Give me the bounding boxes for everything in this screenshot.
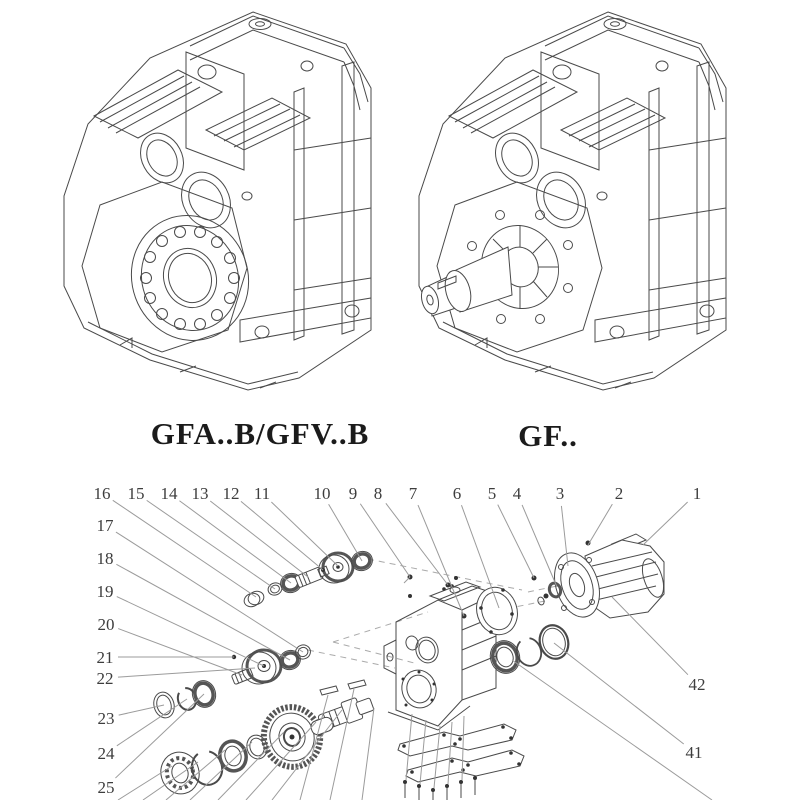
leader-line — [386, 503, 448, 585]
callout-number: 16 — [93, 484, 111, 503]
motor-drawing — [537, 534, 668, 623]
callout-number: 21 — [96, 648, 114, 667]
callout-number: 23 — [97, 709, 115, 728]
callout-number: 3 — [555, 484, 565, 503]
output-shaft — [419, 247, 512, 316]
callout-number: 12 — [222, 484, 240, 503]
intermediate-shaft-parts — [231, 643, 312, 685]
callout-number: 6 — [452, 484, 462, 503]
callout-number: 24 — [97, 744, 115, 763]
leader-line — [643, 502, 688, 545]
leader-line — [588, 504, 612, 545]
callout-number: 18 — [96, 549, 114, 568]
leader-line — [418, 505, 464, 616]
callout-number: 41 — [685, 743, 703, 762]
callout-number: 42 — [688, 675, 706, 694]
callout-number: 2 — [614, 484, 624, 503]
leader-line — [498, 505, 534, 578]
callout-number: 17 — [96, 516, 114, 535]
callout-number: 1 — [692, 484, 702, 503]
callout-number: 14 — [160, 484, 178, 503]
leader-line — [116, 532, 303, 652]
gearbox-left-drawing — [64, 12, 371, 390]
leader-line — [116, 564, 290, 660]
gasket-and-bolts — [398, 714, 524, 800]
callout-number: 9 — [348, 484, 358, 503]
callout-number: 5 — [487, 484, 497, 503]
leader-line — [554, 643, 684, 744]
leader-line — [461, 505, 499, 608]
leader-line — [118, 629, 242, 675]
exploded-view — [94, 484, 713, 800]
callout-number: 7 — [408, 484, 418, 503]
callout-number: 11 — [253, 484, 271, 503]
model-label-left: GFA..B/GFV..B — [150, 416, 370, 451]
gearbox-right-drawing — [419, 12, 726, 390]
callout-number: 20 — [97, 615, 115, 634]
callout-number: 10 — [313, 484, 331, 503]
leader-line — [179, 501, 291, 583]
callout-number: 8 — [373, 484, 383, 503]
hollow-shaft-bore — [114, 199, 266, 357]
leader-line — [113, 500, 256, 597]
leader-line — [117, 699, 187, 746]
leader-line — [210, 501, 308, 577]
leader-line — [115, 694, 204, 778]
callout-group — [94, 484, 706, 797]
leader-line — [522, 505, 557, 587]
callout-number: 22 — [96, 669, 114, 688]
callout-number: 13 — [191, 484, 209, 503]
model-label-right: GF.. — [518, 418, 578, 453]
callout-number: 25 — [97, 778, 115, 797]
callout-number: 19 — [96, 582, 114, 601]
callout-number: 4 — [512, 484, 522, 503]
callout-number: 15 — [127, 484, 145, 503]
